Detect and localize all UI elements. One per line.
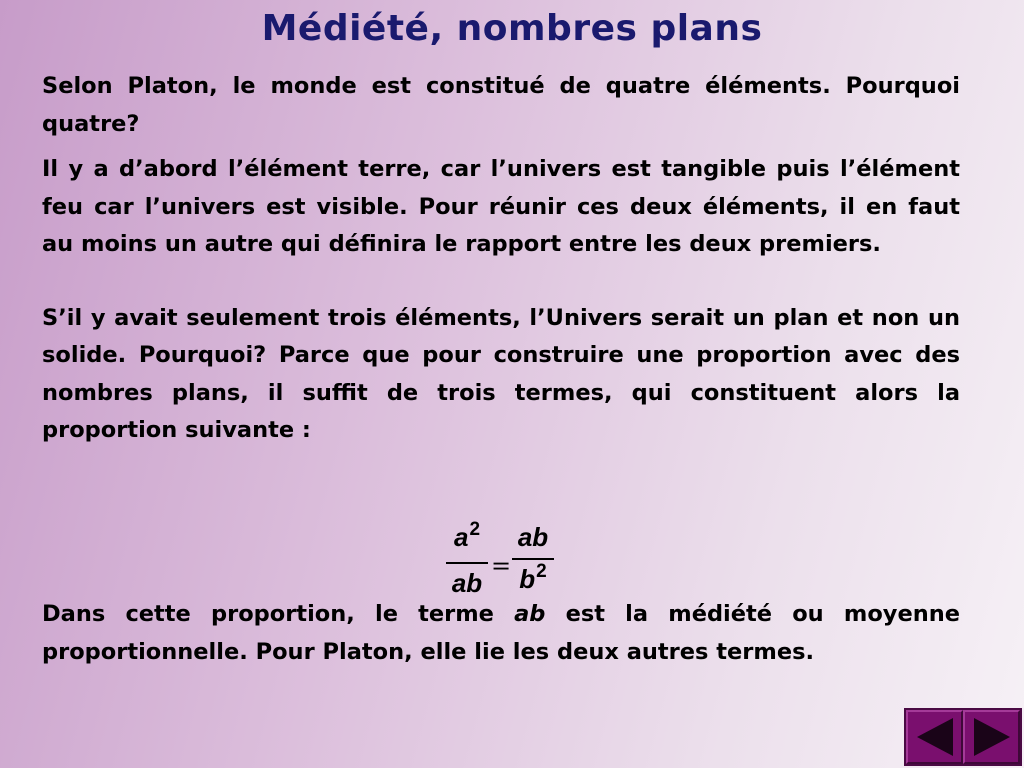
equals-sign: = [491, 552, 512, 580]
term-ab: ab [514, 601, 546, 627]
left-numerator: $a^2$ [453, 519, 481, 552]
fraction-bar [446, 562, 488, 564]
fraction-bar [512, 558, 554, 560]
previous-slide-button[interactable] [906, 710, 963, 764]
right-denominator: $b^2$ [519, 561, 547, 594]
left-fraction [446, 519, 488, 598]
paragraph-intro: Selon Platon, le monde est constitué de quatre éléments. Pourquoi quatre? [42, 73, 960, 137]
slide-navigation [904, 708, 1022, 766]
triangle-left-icon [917, 718, 953, 756]
next-slide-button[interactable] [963, 710, 1020, 764]
slide-body [42, 68, 960, 450]
right-fraction [512, 522, 554, 598]
right-numerator: ab [517, 522, 549, 552]
paragraph-elements: Il y a d’abord l’élément terre, car l’univers est tangible puis l’élément feu car l’univers est visible. Pour réunir ces deux éléments, il en faut au moins un autre qui définira le rapport entre les deux premiers. [42, 156, 960, 257]
slide-title: Médiété, nombres plans [261, 8, 763, 49]
left-denominator: ab [451, 568, 483, 598]
paragraph-mediete: Dans cette proportion, le terme ab est la médiété ou moyenne proportionnelle. Pour Platon, elle lie les deux autres termes. [42, 601, 961, 665]
triangle-right-icon [974, 718, 1010, 756]
paragraph-plane: S’il y avait seulement trois éléments, l’Univers serait un plan et non un solide. Pourquoi? Parce que pour construire une proportion avec des nombres plans, il suffit de trois termes, qui constituent alors la proportion suivante : [42, 304, 960, 443]
